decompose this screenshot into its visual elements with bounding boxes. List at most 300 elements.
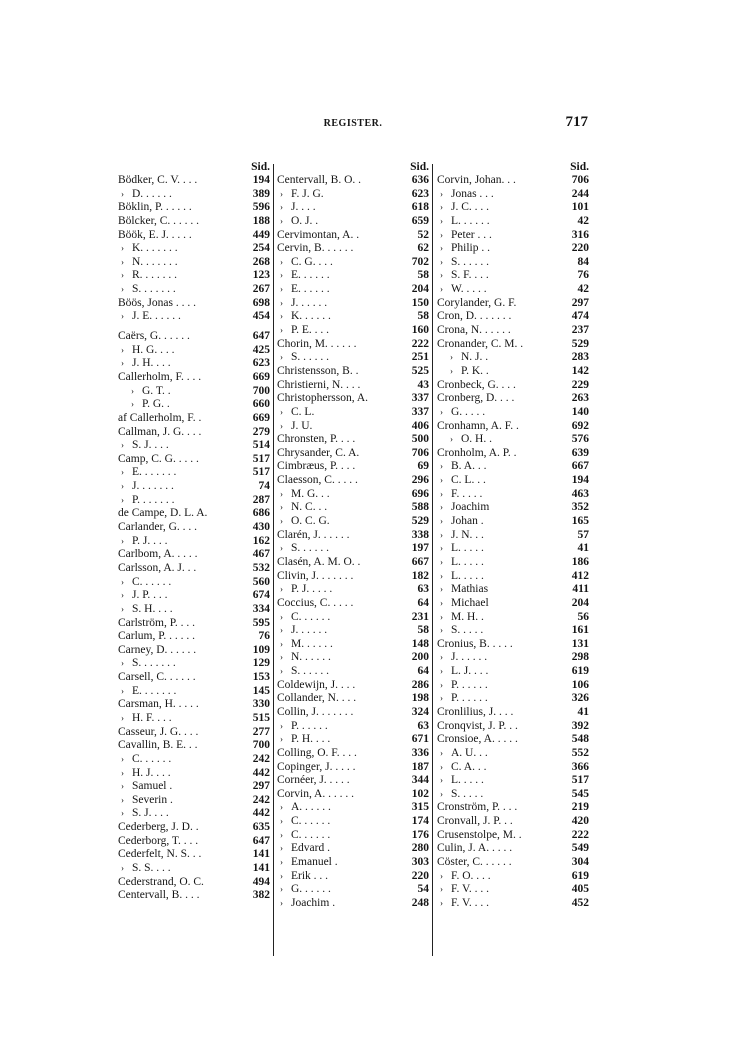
ditto-mark: › (440, 542, 451, 556)
page-ref: 188 (252, 214, 270, 227)
ditto-mark: › (121, 310, 132, 324)
index-entry (277, 897, 429, 911)
page-ref: 517 (252, 452, 270, 465)
entry-name: W. . . . . (451, 283, 487, 296)
index-entry (118, 480, 270, 494)
page-ref: 140 (571, 405, 589, 418)
ditto-mark: › (440, 501, 451, 515)
index-entry (118, 821, 270, 835)
entry-name: C. . . . . . (132, 752, 172, 765)
ditto-mark: › (121, 753, 132, 767)
entry-name: N. . . . . . . (132, 255, 178, 268)
entry-name: Cronholm, A. P. . (437, 446, 517, 459)
index-entry (118, 385, 270, 399)
index-entry (277, 638, 429, 652)
page-ref: 647 (252, 834, 270, 847)
ditto-mark: › (440, 651, 451, 665)
index-entry (118, 535, 270, 549)
entry-name: Cronlilius, J. . . . (437, 705, 514, 718)
page-ref: 660 (252, 398, 270, 411)
entry-name: Peter . . . (451, 228, 492, 241)
index-entry (118, 242, 270, 256)
page-ref: 242 (252, 793, 270, 806)
entry-name: P. G. . (142, 398, 170, 411)
page-ref: 254 (252, 242, 270, 255)
entry-name: Philip . . (451, 242, 490, 255)
page-ref: 619 (571, 665, 589, 678)
ditto-mark: › (440, 529, 451, 543)
entry-name: S. . . . . . . (132, 283, 176, 296)
index-entry (277, 201, 429, 215)
index-column-2 (277, 161, 429, 911)
index-entry (437, 283, 589, 297)
page-ref: 277 (252, 725, 270, 738)
index-entry (437, 379, 589, 393)
page-ref: 525 (411, 364, 429, 377)
entry-name: Cöster, C. . . . . . (437, 856, 512, 869)
ditto-mark: › (440, 242, 451, 256)
index-entry (277, 788, 429, 802)
ditto-mark: › (280, 215, 291, 229)
page-ref: 141 (252, 862, 270, 875)
page-ref: 244 (571, 187, 589, 200)
ditto-mark: › (440, 460, 451, 474)
index-entry (277, 269, 429, 283)
index-entry (118, 739, 270, 753)
page-ref: 237 (571, 324, 589, 337)
entry-name: Cronius, B. . . . . (437, 637, 513, 650)
page-ref: 514 (252, 439, 270, 452)
index-entry (118, 256, 270, 270)
entry-name: Edvard . (291, 842, 330, 855)
ditto-mark: › (280, 542, 291, 556)
index-entry (277, 188, 429, 202)
page-ref: 326 (571, 692, 589, 705)
index-entry (118, 562, 270, 576)
entry-name: Corylander, G. F. (437, 296, 517, 309)
index-entry (437, 215, 589, 229)
page-ref: 42 (577, 214, 589, 227)
page-ref: 219 (571, 801, 589, 814)
entry-name: L. . . . . (451, 555, 484, 568)
page-ref: 263 (571, 392, 589, 405)
page-ref: 686 (252, 507, 270, 520)
page-ref: 667 (411, 555, 429, 568)
entry-name: J. E. . . . . . (132, 310, 181, 323)
index-entry (437, 870, 589, 884)
entry-name: Cronhamn, A. F. . (437, 419, 519, 432)
entry-name: Bölcker, C. . . . . . (118, 214, 199, 227)
index-entry (437, 842, 589, 856)
entry-name: Chorin, M. . . . . . (277, 337, 357, 350)
index-entry (437, 556, 589, 570)
page-ref: 636 (411, 174, 429, 186)
ditto-mark: › (440, 665, 451, 679)
index-entry (277, 529, 429, 543)
page-ref: 706 (411, 446, 429, 459)
ditto-mark: › (450, 351, 461, 365)
page-ref: 131 (571, 637, 589, 650)
entry-name: P. K. . (461, 364, 489, 377)
ditto-mark: › (121, 603, 132, 617)
entry-name: P. E. . . . (291, 324, 330, 337)
index-entry (277, 706, 429, 720)
index-entry (118, 712, 270, 726)
entry-name: Cervin, B. . . . . . (277, 242, 354, 255)
ditto-mark: › (440, 679, 451, 693)
index-column-3 (437, 161, 589, 911)
index-entry (277, 365, 429, 379)
ditto-mark: › (440, 692, 451, 706)
page-ref: 200 (411, 651, 429, 664)
page-ref: 279 (252, 425, 270, 438)
entry-name: Samuel . (132, 780, 173, 793)
entry-name: P. H. . . . (291, 733, 331, 746)
index-entry (118, 671, 270, 685)
entry-name: C. L. . . (451, 474, 486, 487)
entry-name: L. . . . . . (451, 214, 490, 227)
page-ref: 150 (411, 296, 429, 309)
page-ref: 588 (411, 501, 429, 514)
index-entry (437, 883, 589, 897)
index-entry (277, 720, 429, 734)
page-ref: 667 (571, 460, 589, 473)
ditto-mark: › (440, 488, 451, 502)
page-ref: 58 (417, 310, 429, 323)
page-ref: 316 (571, 228, 589, 241)
index-entry (118, 848, 270, 862)
page-ref: 698 (252, 296, 270, 309)
entry-name: de Campe, D. L. A. (118, 507, 208, 520)
page-ref: 69 (417, 460, 429, 473)
index-entry (118, 876, 270, 890)
ditto-mark: › (121, 242, 132, 256)
page-ref: 64 (417, 665, 429, 678)
entry-name: Collander, N. . . . (277, 692, 357, 705)
page-ref: 303 (411, 856, 429, 869)
page-ref: 500 (411, 433, 429, 446)
page-ref: 344 (411, 774, 429, 787)
entry-name: Carsell, C. . . . . . (118, 671, 196, 684)
entry-name: C. . . . . . (291, 610, 331, 623)
ditto-mark: › (440, 406, 451, 420)
entry-name: Corvin, A. . . . . . (277, 787, 354, 800)
entry-name: P. J. . . . . (291, 583, 333, 596)
index-entry (118, 617, 270, 631)
index-entry (277, 611, 429, 625)
page-ref: 315 (411, 801, 429, 814)
entry-name: L. . . . . (451, 569, 484, 582)
page-ref: 449 (252, 228, 270, 241)
index-entry (277, 815, 429, 829)
page-ref: 700 (252, 384, 270, 397)
entry-name: Cronsioe, A. . . . . (437, 733, 518, 746)
page-ref: 392 (571, 719, 589, 732)
index-entry (437, 583, 589, 597)
ditto-mark: › (280, 842, 291, 856)
entry-name: Carlander, G. . . . (118, 521, 198, 534)
entry-name: F. V. . . . (451, 896, 489, 909)
page-ref: 352 (571, 501, 589, 514)
index-entry (437, 815, 589, 829)
page-ref: 411 (572, 583, 589, 596)
entry-name: M. . . . . . (291, 637, 333, 650)
page-ref: 442 (252, 807, 270, 820)
index-entry (118, 753, 270, 767)
entry-name: P. J. . . . (132, 534, 168, 547)
entry-name: E. . . . . . (291, 283, 330, 296)
entry-name: J. . . . . . (451, 651, 488, 664)
entry-name: A. . . . . . (291, 801, 331, 814)
entry-name: S. . . . . . (451, 255, 490, 268)
ditto-mark: › (440, 188, 451, 202)
index-entry (118, 685, 270, 699)
page-ref: 186 (571, 555, 589, 568)
entry-name: af Callerholm, F. . (118, 411, 202, 424)
sid-header: Sid. (251, 161, 270, 173)
ditto-mark: › (280, 897, 291, 911)
index-entry (277, 351, 429, 365)
entry-name: K. . . . . . (291, 310, 331, 323)
ditto-mark: › (121, 344, 132, 358)
index-entry (118, 507, 270, 521)
ditto-mark: › (121, 535, 132, 549)
entry-name: Böös, Jonas . . . . (118, 296, 196, 309)
entry-name: Culin, J. A. . . . . (437, 842, 513, 855)
index-entry (437, 638, 589, 652)
entry-name: Mathias (451, 583, 489, 596)
page-ref: 298 (571, 651, 589, 664)
entry-name: Claesson, C. . . . . (277, 474, 358, 487)
page-ref: 229 (571, 378, 589, 391)
page-ref: 58 (417, 269, 429, 282)
entry-name: Cronander, C. M. . (437, 337, 524, 350)
ditto-mark: › (280, 651, 291, 665)
page-ref: 197 (411, 542, 429, 555)
index-entry (437, 174, 589, 188)
page-ref: 182 (411, 569, 429, 582)
ditto-mark: › (280, 201, 291, 215)
page-ref: 532 (252, 561, 270, 574)
entry-name: M. H. . (451, 610, 484, 623)
index-entry (277, 679, 429, 693)
entry-name: Cronberg, D. . . . (437, 392, 515, 405)
ditto-mark: › (280, 829, 291, 843)
index-entry (277, 433, 429, 447)
index-entry (437, 501, 589, 515)
page-ref: 529 (571, 337, 589, 350)
index-entry (277, 665, 429, 679)
index-entry (277, 733, 429, 747)
page-ref: 452 (571, 896, 589, 909)
index-entry (437, 433, 589, 447)
entry-name: Colling, O. F. . . . (277, 746, 357, 759)
entry-name: Cimbræus, P. . . . (277, 460, 356, 473)
page-ref: 162 (252, 534, 270, 547)
index-entry (118, 398, 270, 412)
ditto-mark: › (280, 406, 291, 420)
page-ref: 129 (252, 657, 270, 670)
index-entry (277, 556, 429, 570)
ditto-mark: › (280, 188, 291, 202)
entry-name: Cron, D. . . . . . . (437, 310, 512, 323)
ditto-mark: › (280, 310, 291, 324)
index-entry (118, 576, 270, 590)
ditto-mark: › (440, 897, 451, 911)
ditto-mark: › (280, 515, 291, 529)
entry-name: H. G. . . . (132, 343, 175, 356)
entry-name: Erik . . . (291, 869, 329, 882)
index-entry (118, 835, 270, 849)
index-entry (118, 494, 270, 508)
index-entry (118, 283, 270, 297)
entry-name: G. . . . . . (291, 883, 331, 896)
page-ref: 696 (411, 487, 429, 500)
page-ref: 106 (571, 678, 589, 691)
page-ref: 102 (411, 787, 429, 800)
page-ref: 194 (571, 474, 589, 487)
page-ref: 334 (252, 602, 270, 615)
page-ref: 220 (571, 242, 589, 255)
ditto-mark: › (440, 474, 451, 488)
page-ref: 54 (417, 883, 429, 896)
index-entry (277, 310, 429, 324)
entry-name: Cronvall, J. P. . . (437, 815, 513, 828)
entry-name: S. S. . . . (132, 862, 171, 875)
page-ref: 101 (571, 201, 589, 214)
page-ref: 268 (252, 255, 270, 268)
page-ref: 160 (411, 324, 429, 337)
entry-name: Joachim . (291, 896, 336, 909)
index-column-1 (118, 161, 270, 903)
ditto-mark: › (131, 398, 142, 412)
index-entry (277, 392, 429, 406)
entry-name: Carlsson, A. J. . . (118, 561, 197, 574)
entry-name: H. J. . . . (132, 766, 171, 779)
page-ref: 425 (252, 343, 270, 356)
index-entry (118, 698, 270, 712)
entry-name: Michael (451, 596, 489, 609)
entry-name: Cederberg, J. D. . (118, 821, 199, 834)
entry-name: F. V. . . . (451, 883, 489, 896)
ditto-mark: › (280, 638, 291, 652)
index-entry (277, 774, 429, 788)
index-entry (437, 529, 589, 543)
index-entry (118, 344, 270, 358)
ditto-mark: › (121, 862, 132, 876)
index-entry (277, 692, 429, 706)
page-ref: 619 (571, 869, 589, 882)
ditto-mark: › (131, 385, 142, 399)
index-entry (118, 657, 270, 671)
ditto-mark: › (280, 501, 291, 515)
page-ref: 420 (571, 815, 589, 828)
page-ref: 52 (417, 228, 429, 241)
page-ref: 412 (571, 569, 589, 582)
page-ref: 304 (571, 856, 589, 869)
page-ref: 552 (571, 746, 589, 759)
page-ref: 659 (411, 214, 429, 227)
index-entry (437, 692, 589, 706)
index-entry (118, 371, 270, 385)
index-entry (437, 665, 589, 679)
page-ref: 242 (252, 752, 270, 765)
page-ref: 58 (417, 624, 429, 637)
index-entry (277, 297, 429, 311)
ditto-mark: › (280, 297, 291, 311)
ditto-mark: › (440, 256, 451, 270)
ditto-mark: › (440, 556, 451, 570)
index-entry (437, 761, 589, 775)
entry-name: Chronsten, P. . . . (277, 433, 356, 446)
entry-name: Cederborg, T. . . . (118, 834, 199, 847)
page-ref: 142 (571, 364, 589, 377)
index-entry (277, 460, 429, 474)
entry-name: S. . . . . (451, 624, 484, 637)
ditto-mark: › (121, 466, 132, 480)
entry-name: L. . . . . (451, 774, 484, 787)
index-entry (118, 889, 270, 903)
entry-name: Centervall, B. . . . (118, 889, 200, 902)
page-ref: 442 (252, 766, 270, 779)
index-entry (118, 794, 270, 808)
entry-name: Christierni, N. . . . (277, 378, 361, 391)
entry-name: F. J. G. (291, 187, 324, 200)
entry-name: Cederstrand, O. C. (118, 875, 204, 888)
page-ref: 596 (252, 201, 270, 214)
ditto-mark: › (121, 494, 132, 508)
entry-name: Crona, N. . . . . . (437, 324, 511, 337)
index-entry (118, 412, 270, 426)
ditto-mark: › (121, 439, 132, 453)
page-ref: 700 (252, 739, 270, 752)
entry-name: O. H. . (461, 433, 492, 446)
page-ref: 671 (411, 733, 429, 746)
entry-name: Collin, J. . . . . . . (277, 705, 354, 718)
page-ref: 56 (577, 610, 589, 623)
entry-name: C. . . . . . (291, 828, 331, 841)
entry-name: Callman, J. G. . . . (118, 425, 202, 438)
ditto-mark: › (440, 201, 451, 215)
entry-name: Carney, D. . . . . . (118, 643, 197, 656)
page-ref: 545 (571, 787, 589, 800)
page-ref: 595 (252, 616, 270, 629)
entry-name: E. . . . . . . (132, 684, 177, 697)
index-entry (437, 229, 589, 243)
entry-name: J. . . . . . (291, 296, 328, 309)
entry-name: E. . . . . . . (132, 466, 177, 479)
index-entry (437, 597, 589, 611)
index-entry (118, 453, 270, 467)
index-entry (277, 488, 429, 502)
index-entry (118, 215, 270, 229)
index-entry (118, 807, 270, 821)
index-entry (277, 624, 429, 638)
page-ref: 618 (411, 201, 429, 214)
page-ref: 330 (252, 698, 270, 711)
entry-name: R. . . . . . . (132, 269, 178, 282)
entry-name: Crusenstolpe, M. . (437, 828, 522, 841)
index-entry (118, 297, 270, 311)
ditto-mark: › (440, 747, 451, 761)
index-entry (277, 501, 429, 515)
entry-name: Caërs, G. . . . . . (118, 330, 190, 343)
index-entry (118, 630, 270, 644)
page-ref: 76 (258, 630, 270, 643)
index-entry (437, 188, 589, 202)
ditto-mark: › (280, 883, 291, 897)
ditto-mark: › (440, 597, 451, 611)
